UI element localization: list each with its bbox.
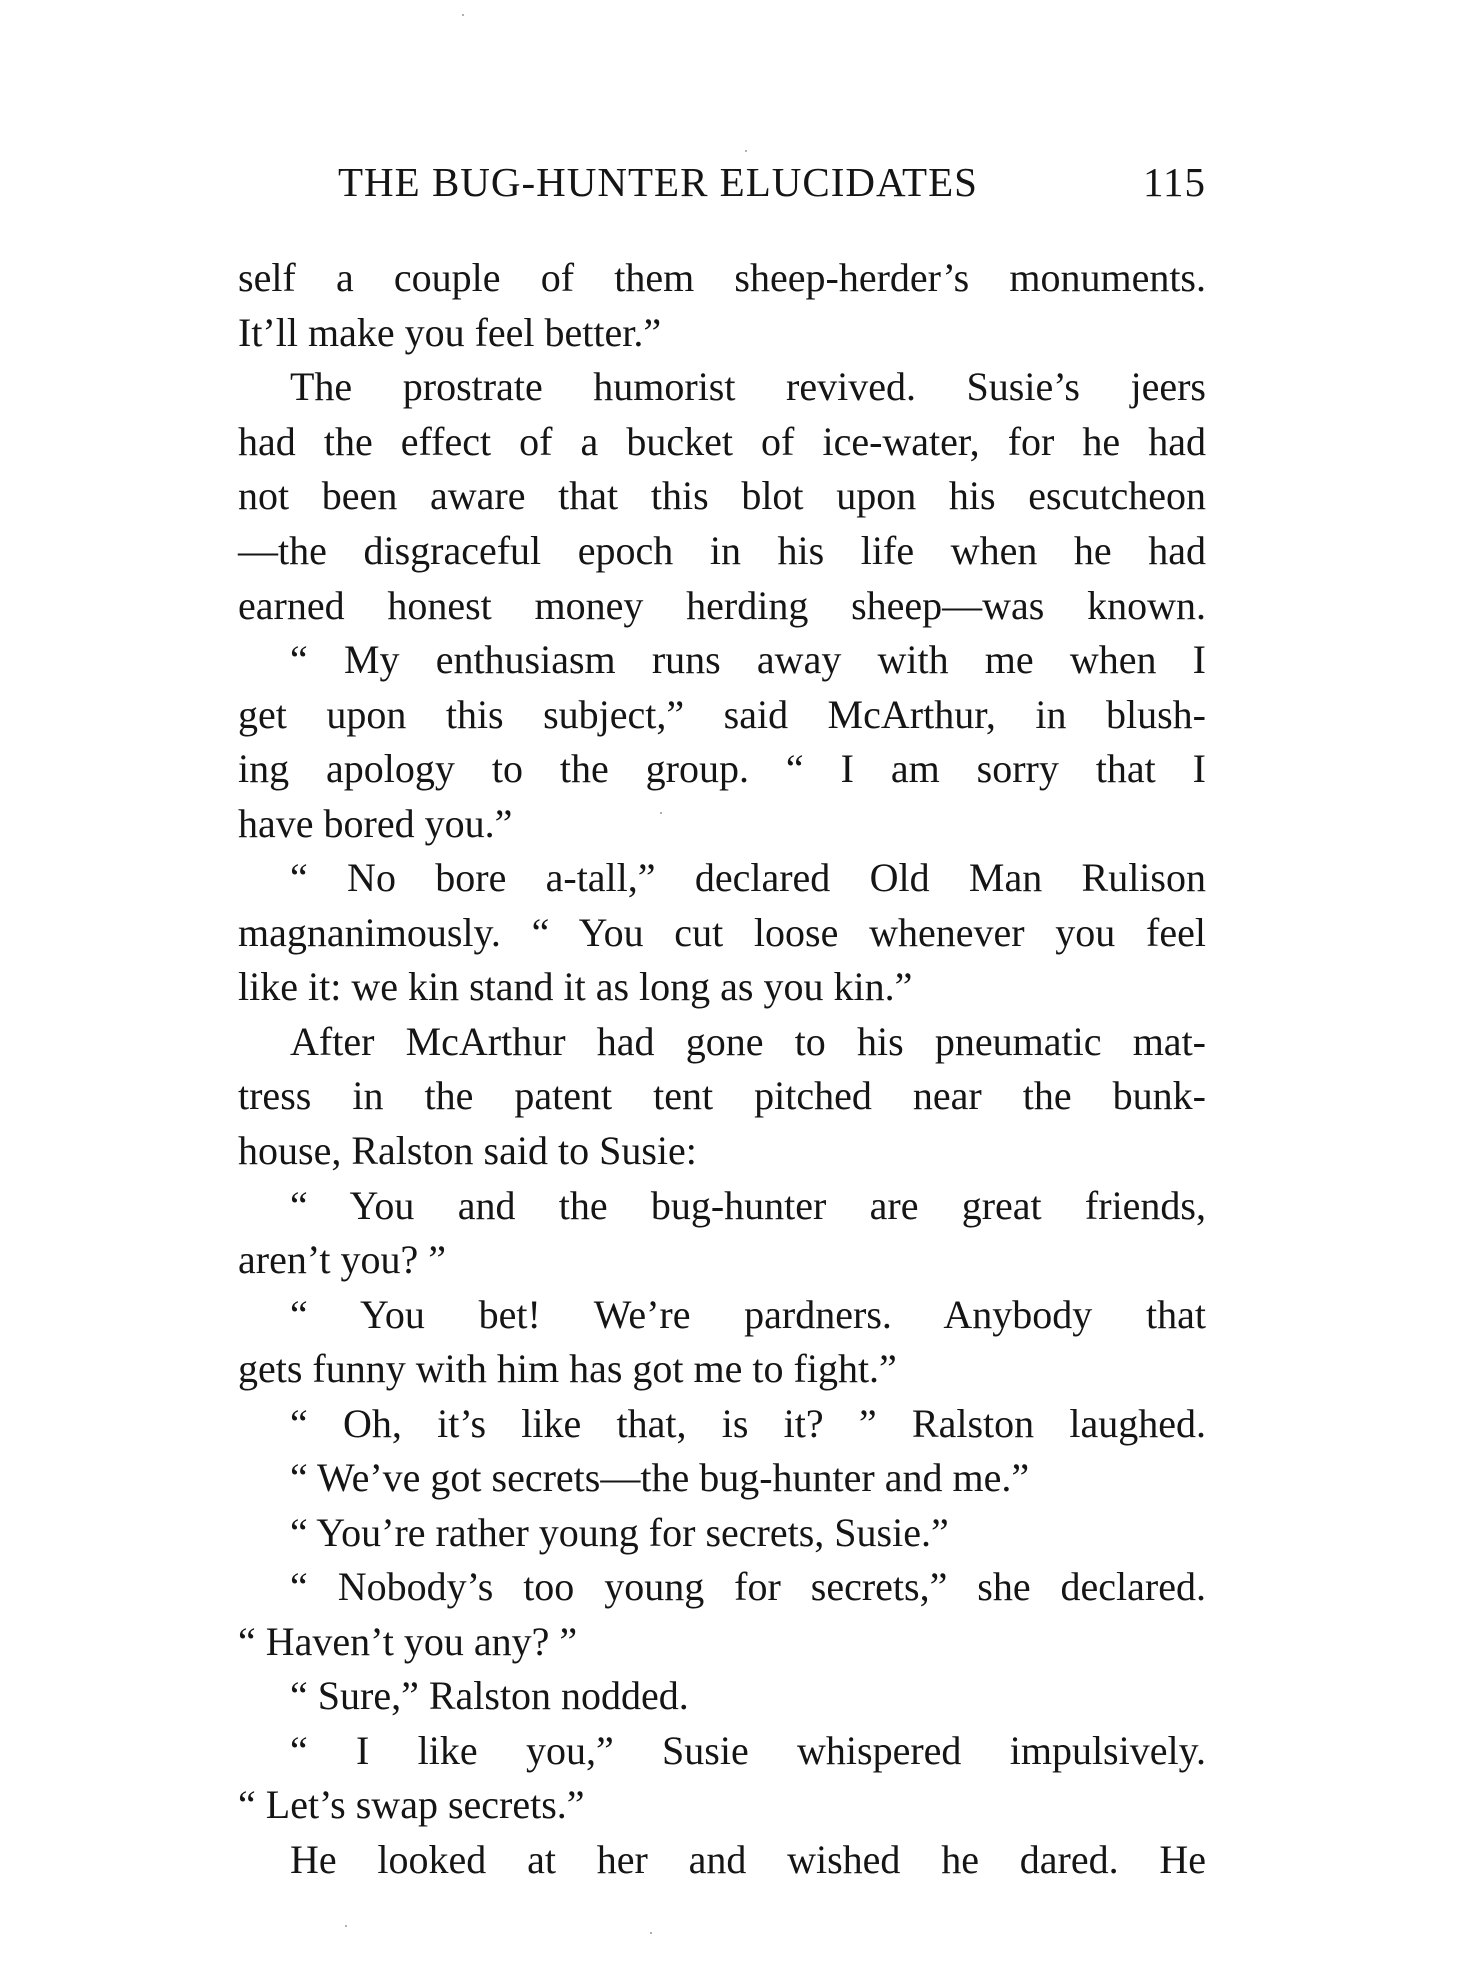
text-line: magnanimously. “ You cut loose whenever you feel (238, 910, 1206, 955)
text-line: The prostrate humorist revived. Susie’s jeers (290, 364, 1206, 409)
text-line: aren’t you? ” (238, 1237, 447, 1282)
paper-speck (660, 812, 662, 814)
text-line: not been aware that this blot upon his escutcheon (238, 473, 1206, 518)
text-line: “ You and the bug-hunter are great friends, (290, 1183, 1206, 1228)
text-line: “ My enthusiasm runs away with me when I (290, 637, 1206, 682)
text-line: He looked at her and wished he dared. He (290, 1837, 1206, 1882)
text-line: gets funny with him has got me to fight.” (238, 1346, 897, 1391)
text-line: tress in the patent tent pitched near the bunk- (238, 1073, 1206, 1118)
text-line: It’ll make you feel better.” (238, 310, 662, 355)
text-line: “ Haven’t you any? ” (238, 1619, 578, 1664)
text-line: like it: we kin stand it as long as you kin.” (238, 964, 913, 1009)
text-line: “ No bore a-tall,” declared Old Man Rulison (290, 855, 1206, 900)
text-line: “ Nobody’s too young for secrets,” she declared. (290, 1564, 1206, 1609)
paper-speck (462, 14, 464, 16)
text-line: had the effect of a bucket of ice-water, for he had (238, 419, 1206, 464)
text-line: “ You bet! We’re pardners. Anybody that (290, 1292, 1206, 1337)
page-number: 115 (1143, 159, 1206, 205)
text-line: “ Let’s swap secrets.” (238, 1782, 585, 1827)
text-line: “ You’re rather young for secrets, Susie.” (290, 1510, 949, 1555)
text-line: ing apology to the group. “ I am sorry that I (238, 746, 1206, 791)
paper-speck (745, 150, 747, 152)
text-line: house, Ralston said to Susie: (238, 1128, 697, 1173)
text-line: “ I like you,” Susie whispered impulsively. (290, 1728, 1206, 1773)
paper-speck (650, 1932, 652, 1934)
text-line: have bored you.” (238, 801, 513, 846)
paper-speck (345, 1925, 347, 1927)
running-header (338, 152, 1206, 212)
text-line: —the disgraceful epoch in his life when he had (238, 528, 1206, 573)
text-line: self a couple of them sheep-herder’s monuments. (238, 255, 1206, 300)
text-line: “ Oh, it’s like that, is it? ” Ralston laughed. (290, 1401, 1206, 1446)
text-line: get upon this subject,” said McArthur, in blush- (238, 692, 1206, 737)
text-line: earned honest money herding sheep—was known. (238, 583, 1206, 628)
text-line: “ We’ve got secrets—the bug-hunter and me.” (290, 1455, 1030, 1500)
text-line: “ Sure,” Ralston nodded. (290, 1673, 689, 1718)
running-title: THE BUG-HUNTER ELUCIDATES (338, 159, 978, 205)
text-line: After McArthur had gone to his pneumatic mat- (290, 1019, 1206, 1064)
